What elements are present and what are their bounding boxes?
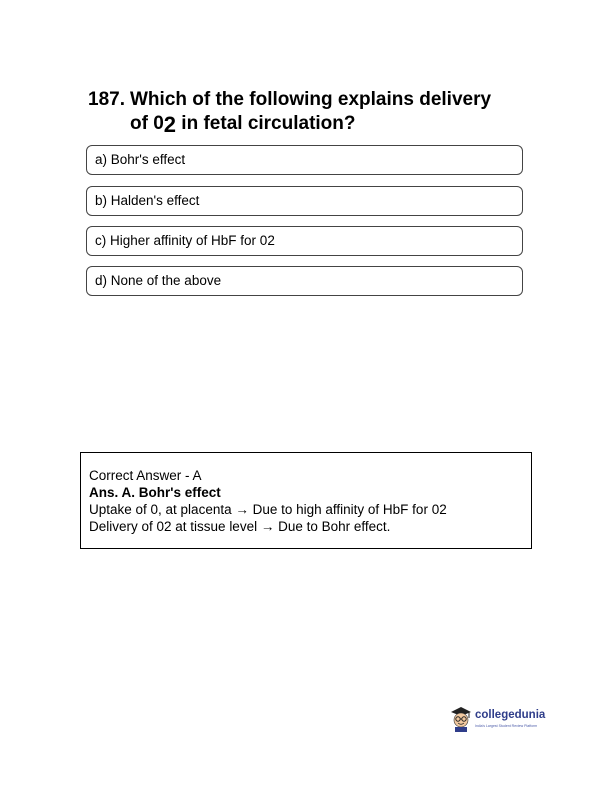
answer-box xyxy=(80,452,532,549)
answer-line-2: Delivery of 02 at tissue level → Due to Bohr effect. xyxy=(89,519,391,534)
correct-answer: Correct Answer - A xyxy=(89,468,202,483)
mascot-icon xyxy=(450,706,472,732)
answer-line-1: Uptake of 0, at placenta → Due to high affinity of HbF for 02 xyxy=(89,502,447,517)
question-text xyxy=(88,88,538,137)
question-line-2-prefix: of 0 xyxy=(130,113,164,134)
question-number: 187. xyxy=(88,89,125,110)
collegedunia-logo xyxy=(450,704,550,740)
logo-brand: collegedunia xyxy=(475,709,546,721)
question-line-2-suffix: in fetal circulation? xyxy=(176,113,356,134)
logo-tagline: India's Largest Student Review Platform xyxy=(475,724,538,728)
option-c[interactable]: c) Higher affinity of HbF for 02 xyxy=(86,226,523,256)
question-line-1: Which of the following explains delivery xyxy=(130,89,492,110)
answer-title: Ans. A. Bohr's effect xyxy=(89,485,221,500)
option-b[interactable]: b) Halden's effect xyxy=(86,186,523,216)
question-line-2-subscript: 2 xyxy=(163,112,177,137)
option-a[interactable]: a) Bohr's effect xyxy=(86,145,523,175)
option-d[interactable]: d) None of the above xyxy=(86,266,523,296)
